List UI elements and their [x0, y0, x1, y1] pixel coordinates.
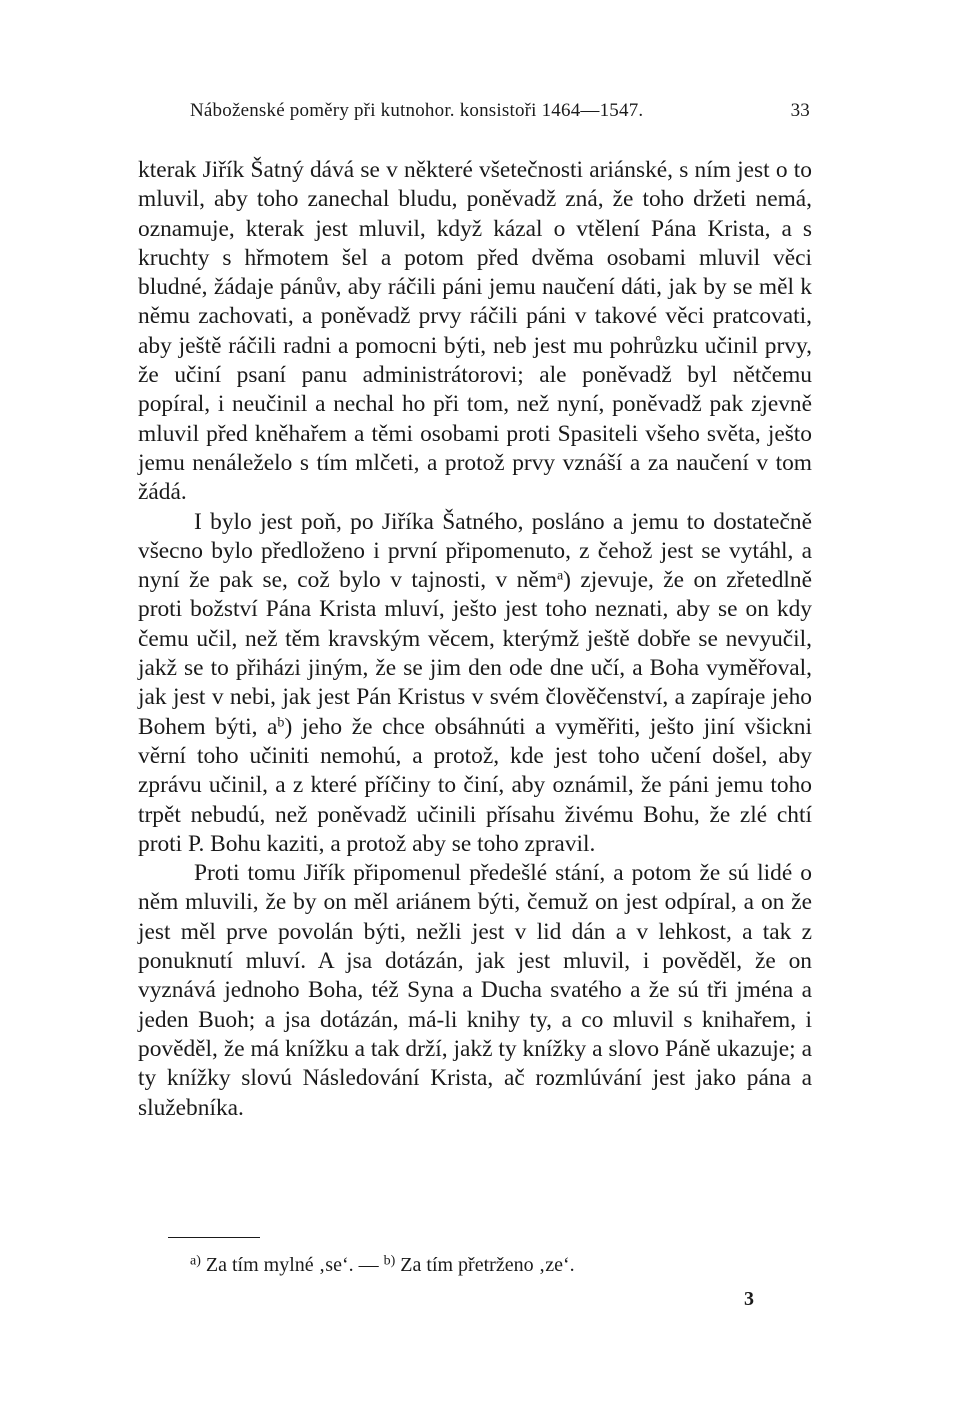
main-text	[138, 156, 812, 1123]
paragraph-2-part-2: ) zjevuje, že on zřetedlně proti božství Pána Krista mluví, ješto jest toho neznati, aby se on kdy čemu učil, než těm kravským věcem, kterýmž ještě dobře se nevyučil, jakž se to přiházi jiným, že se jim den ode dne učí, a Boha vyměřoval, jak jest v nebi, jak jest Pán Kristus v svém člověčenství, a zapíraje jeho Bohem býti, a	[138, 567, 813, 740]
footnotes	[190, 1252, 810, 1278]
running-title: Náboženské poměry při kutnohor. konsistoři 1464—1547.	[190, 100, 644, 121]
signature-mark: 3	[744, 1288, 754, 1310]
paragraph-1: kterak Jiřík Šatný dává se v některé všetečnosti ariánské, s ním jest o to mluvil, aby toho zanechal bludu, poněvadž zná, že toho držeti nemá, oznamuje, kterak jest mluvil, když kázal o vtělení Pána Krista, a s kruchty s hřmotem šel a potom před dvěma osobami mluvil věci bludné, žádaje pánův, aby ráčili páni jemu naučení dáti, jak by se měl k němu zachovati, a poněvadž prvy ráčili páni v takové věci pratcovati, aby ještě ráčili radni a pomocni býti, neb jest mu pohrůzku učinil prvy, že učiní psaní panu administrátorovi; ale poněvadž byl nětčemu popíral, i neučinil a nechal ho při tom, než nyní, poněvadž pak zjevně mluvil před kněhařem a těmi osobami proti Spasiteli všeho světa, ješto jemu nenáleželo s tím mlčeti, a protož prvy vznáší a za naučení v tom žádá.	[138, 157, 812, 506]
footnote-ref-b: b	[277, 713, 285, 730]
page-number: 33	[790, 100, 810, 121]
footnote-b-mark: b)	[383, 1253, 396, 1269]
paragraph-2	[138, 508, 812, 860]
paragraph-3: Proti tomu Jiřík připomenul předešlé stání, a potom že sú lidé o něm mluvili, že by on měl ariánem býti, čemuž on jest odpíral, a on že jest měl prve povolán býti, nežli jest v lid dán a v lehkost, a tak z ponuknutí mluví. A jsa dotázán, jak jest mluvil, i pověděl, že on vyznává jednoho Boha, též Syna a Ducha svatého a že sú tři jména a jeden Buoh; a jsa dotázán, má-li knihy ty, a co mluvil s knihařem, i pověděl, že má knížku a tak drží, jakž ty knížky a slovo Páně ukazuje; a ty knížky slovú Následování Krista, ač rozmlúvání jest jako pána a služebníka.	[138, 860, 812, 1121]
footnote-a-mark: a)	[190, 1253, 201, 1269]
paragraph-2-part-1: I bylo jest poň, po Jiříka Šatného, posláno a jemu to dostatečně všecno bylo předloženo i první připomenuto, z čehož jest se vytáhl, a nyní že pak se, což bylo v tajnosti, v něm	[138, 508, 812, 594]
paragraph-2-part-3: ) jeho že chce obsáhnúti a vyměřiti, ješto jiní všickni věrní toho učiniti nemohú, a protož, kde jest toho učení došel, aby zprávu učinil, a z které příčiny to činí, aby oznámil, že páni jemu toho trpět nebudú, než poněvadž učinili přísahu živému Bohu, že zlé chtí proti P. Bohu kaziti, a protož aby se toho zpravil.	[138, 713, 812, 857]
footnote-a-text: Za tím mylné ‚se‘. —	[200, 1254, 384, 1276]
running-header	[190, 100, 810, 122]
footnote-divider	[168, 1237, 260, 1238]
footnote-b-text: Za tím přetrženo ‚ze‘.	[395, 1254, 575, 1276]
footnote-ref-a: a	[556, 567, 564, 584]
